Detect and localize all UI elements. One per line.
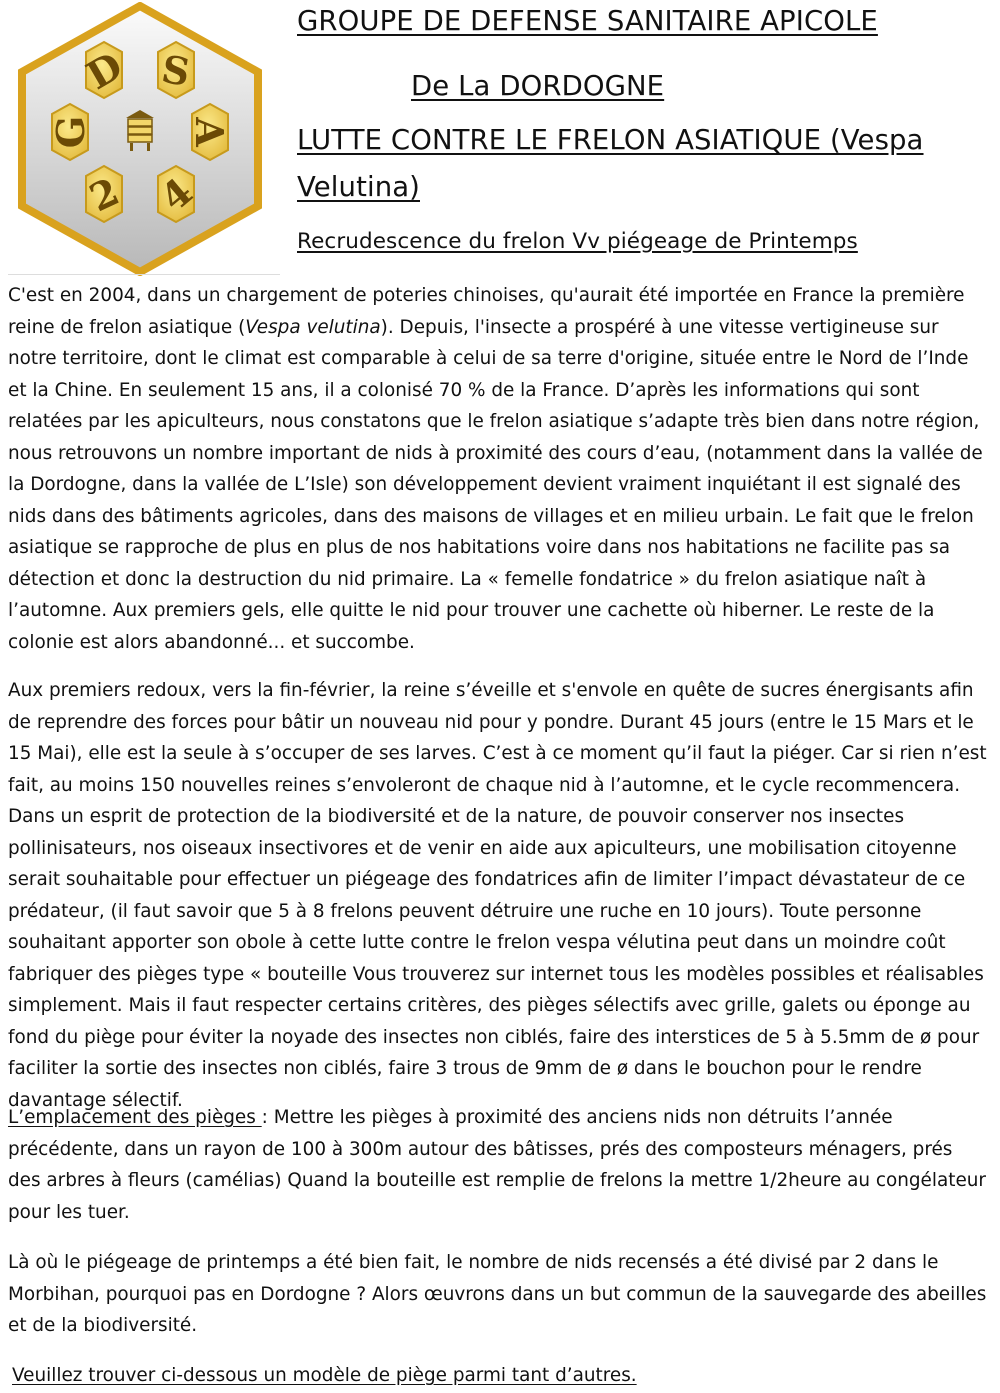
paragraph-4	[8, 1247, 988, 1342]
logo-letter-s: S	[158, 45, 194, 96]
species-name: Vespa velutina	[245, 316, 381, 338]
gdsa24-logo	[16, 2, 264, 276]
logo-letter-2: 2	[82, 168, 126, 221]
logo-divider	[8, 274, 280, 275]
paragraph-1	[8, 280, 988, 658]
trap-model-note: Veuillez trouver ci-dessous un modèle de piège parmi tant d’autres.	[12, 1365, 637, 1386]
logo-letter-d: D	[78, 42, 130, 99]
paragraph-2	[8, 675, 988, 1116]
title-line-3: LUTTE CONTRE LE FRELON ASIATIQUE (Vespa Velutina)	[297, 124, 924, 203]
title-line-1: GROUPE DE DEFENSE SANITAIRE APICOLE	[297, 5, 878, 37]
logo-letter-g: G	[48, 115, 93, 149]
paragraph-1-end: ). Depuis, l'insecte a prospéré à une vitesse vertigineuse sur notre territoire, dont le climat est comparable à celui de sa terre d'origine, située entre le Nord de l’Inde et la Chine. En seulement 15 ans, il a colonisé 70 % de la France. D’après les informations qui sont relatées par les apiculteurs, nous constatons que le frelon asiatique s’adapte très bien dans notre région, nous retrouvons un nombre important de nids à proximité des cours d’eau, (notamment dans la vallée de la Dordogne, dans la vallée de L’Isle) son développement devient vraiment inquiétant il est signalé des nids dans des bâtiments agricoles, dans des maisons de villages et en milieu urbain. Le fait que le frelon asiatique se rapproche de plus en plus de nos habitations voire dans nos habitations ne facilite pas sa détection et donc la destruction du nid primaire. La « femelle fondatrice » du frelon asiatique naît à l’automne. Aux premiers gels, elle quitte le nid pour trouver une cachette où hiberner. Le reste de la colonie est alors abandonné... et succombe.	[8, 316, 983, 653]
paragraph-5	[12, 1360, 992, 1392]
title-line-2: De La DORDOGNE	[411, 70, 665, 102]
paragraph-1-start: C'est en 2004, dans un chargement de poteries chinoises, qu'aurait été importée en France la première reine de frelon asiatique (	[8, 285, 965, 338]
subtitle: Recrudescence du frelon Vv piégeage de Printemps	[297, 229, 858, 254]
paragraph-4-text: Là où le piégeage de printemps a été bien fait, le nombre de nids recensés a été divisé par 2 dans le Morbihan, pourquoi pas en Dordogne ? Alors œuvrons dans un but commun de la sauvegarde des abeilles et de la biodiversité.	[8, 1252, 987, 1336]
trap-location-label: L’emplacement des pièges	[8, 1107, 262, 1128]
logo-letter-4: 4	[151, 168, 201, 221]
paragraph-3	[8, 1102, 988, 1228]
trap-location-text: : Mettre les pièges à proximité des anciens nids non détruits l’année précédente, dans un rayon de 100 à 300m autour des bâtisses, prés des composteurs ménagers, prés des arbres à fleurs (camélias) Quand la bouteille est remplie de frelons la mettre 1/2heure au congélateur pour les tuer.	[8, 1107, 986, 1223]
paragraph-2-text: Aux premiers redoux, vers la fin-février, la reine s’éveille et s'envole en quête de sucres énergisants afin de reprendre des forces pour bâtir un nouveau nid pour y pondre. Durant 45 jours (entre le 15 Mars et le 15 Mai), elle est la seule à s’occuper de ses larves. C’est à ce moment qu’il faut la piéger. Car si rien n’est fait, au moins 150 nouvelles reines s’envoleront de chaque nid à l’automne, et le cycle recommencera. Dans un esprit de protection de la biodiversité et de la nature, de pouvoir conserver nos insectes pollinisateurs, nos oiseaux insectivores et de venir en aide aux apiculteurs, une mobilisation citoyenne serait souhaitable pour effectuer un piégeage des fondatrices afin de limiter l’impact dévastateur de ce prédateur, (il faut savoir que 5 à 8 frelons peuvent détruire une ruche en 10 jours). Toute personne souhaitant apporter son obole à cette lutte contre le frelon vespa vélutina peut dans un moindre coût fabriquer des pièges type « bouteille Vous trouverez sur internet tous les modèles possibles et réalisables simplement. Mais il faut respecter certains critères, des pièges sélectifs avec grille, galets ou éponge au fond du piège pour éviter la noyade des insectes non ciblés, faire des interstices de 5 à 5.5mm de ø pour faciliter la sortie des insectes non ciblés, faire 3 trous de 9mm de ø dans le bouchon pour le rendre davantage sélectif.	[8, 680, 987, 1111]
logo-letter-a: A	[187, 117, 232, 147]
